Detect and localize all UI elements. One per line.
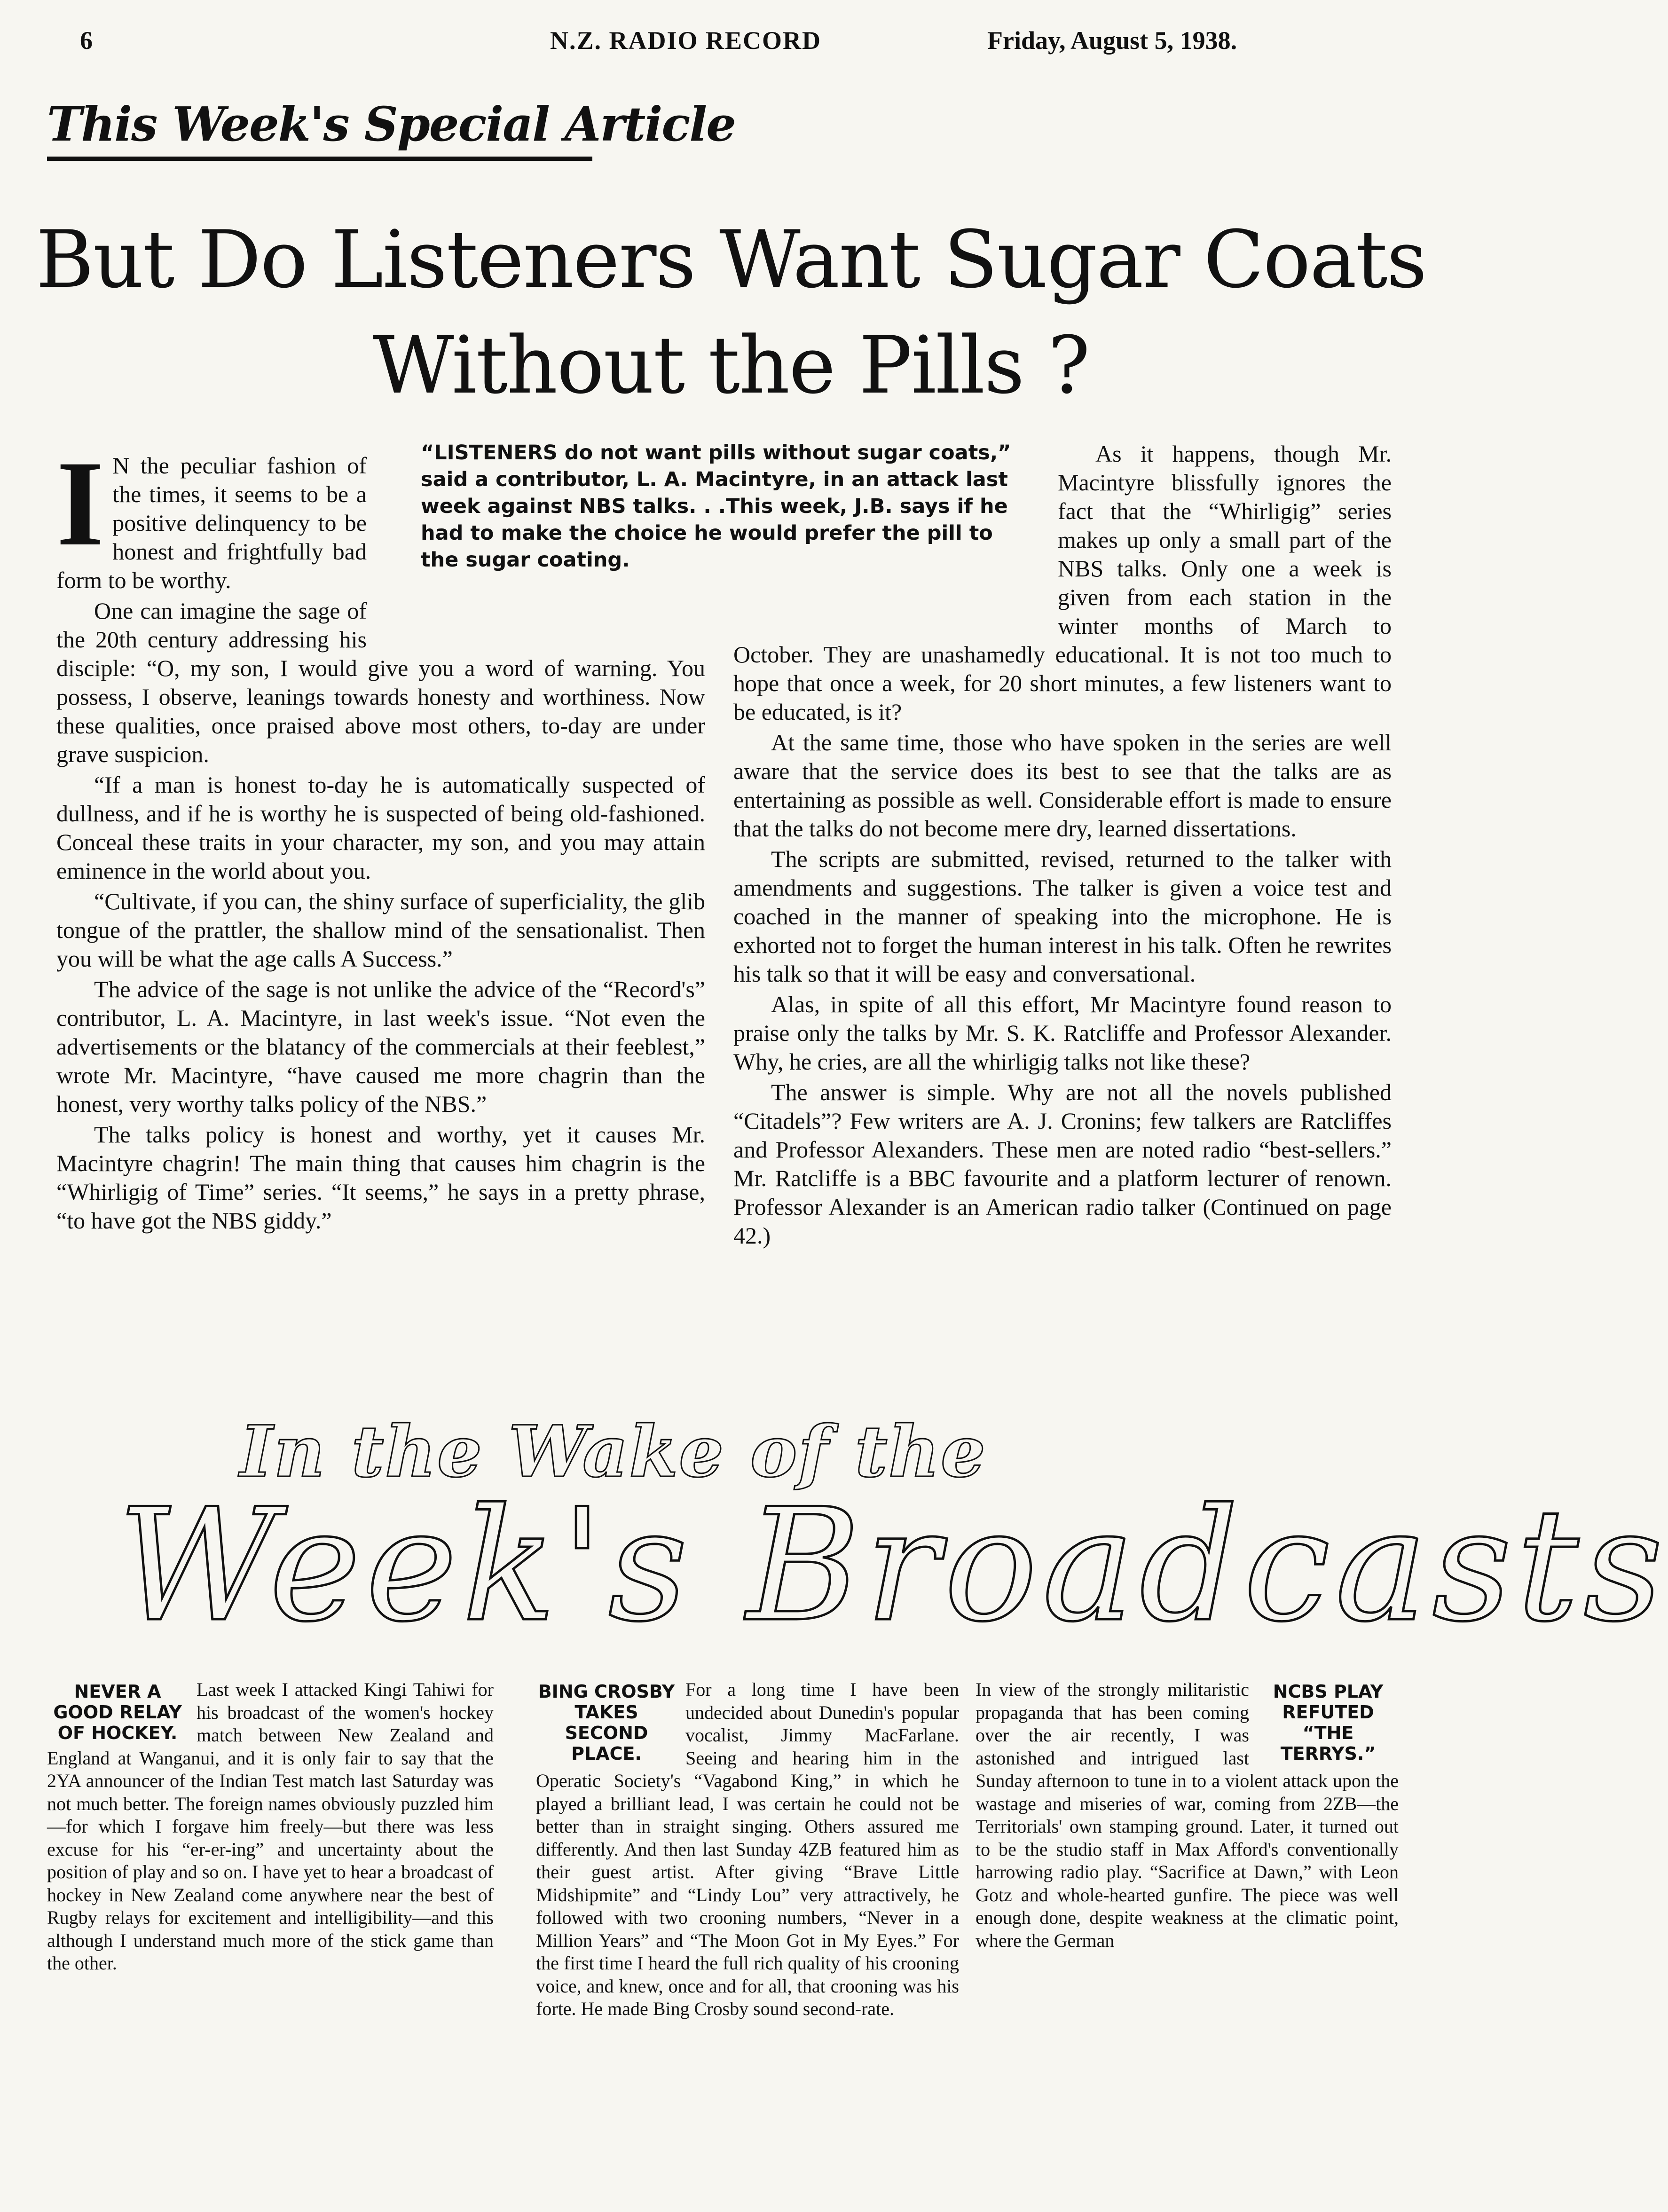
article-column-left: [56, 436, 705, 1237]
wake-paragraph: For a long time I have been undecided about Dunedin's popular vocalist, Jimmy MacFarlane. Seeing and hearing him in the Operatic Society's “Vagabond King,” in which he played a brilliant lead, I was certain he could not be better than in straight singing. Others assured me differently. And then last Sunday 4ZB featured him as their guest artist. After giving “Brave Little Midshipmite” and “Lindy Lou” very attractively, he followed with two crooning numbers, “Never in a Million Years” and “The Moon Got in My Eyes.” For the first time I heard the full rich quality of his crooning voice, and knew, once and for all, that crooning was his forte. He made Bing Crosby sound second-rate.: [536, 1679, 959, 2019]
section-subhead: NCBS PLAY REFUTED “THE TERRYS.”: [1273, 1681, 1384, 1764]
page-number: 6: [80, 26, 93, 55]
article-paragraph: “If a man is honest to-day he is automatically suspected of dullness, and if he is worthy he is suspected of being old-fashioned. Conceal these traits in your character, my son, and you may attain eminence in the world about you.: [56, 771, 705, 884]
issue-date: Friday, August 5, 1938.: [987, 26, 1237, 55]
article-paragraph: I N the peculiar fashion of the times, it seems to be a positive delinquency to be honest and frightfully bad form to be worthy.: [56, 436, 367, 593]
wake-column-1: [47, 1678, 494, 1976]
article-paragraph: Alas, in spite of all this effort, Mr Macintyre found reason to praise only the talks by Mr. S. K. Ratcliffe and Professor Alexander. Why, he cries, are all the whirligig talks not like these?: [733, 991, 1392, 1075]
special-article-kicker: This Week's Special Article: [47, 96, 592, 161]
article-headline: But Do Listeners Want Sugar Coats Without the Pills ?: [36, 213, 1426, 411]
article-standfirst: “LISTENERS do not want pills without sugar coats,” said a contributor, L. A. Macintyre, in an attack last week against NBS talks. . .This week, J.B. says if he had to make the choice he would prefer the pill to the sugar coating.: [421, 441, 1011, 572]
section-subhead: NEVER A GOOD RELAY OF HOCKEY.: [53, 1681, 182, 1743]
wake-paragraph: Last week I attacked Kingi Tahiwi for his broadcast of the women's hockey match between New Zealand and England at Wanganui, and it is only fair to say that the 2YA announcer of the Indian Test match last Saturday was not much better. The foreign names obviously puzzled him—for which I forgave him freely—but there was less excuse for his “er-er-ing” and uncertainty about the position of play and so on. I have yet to hear a broadcast of hockey in New Zealand come anywhere near the best of Rugby relays for excitement and intelligibility—and this although I understand much more of the stick game than the other.: [47, 1679, 494, 1974]
magazine-title: N.Z. RADIO RECORD: [550, 26, 822, 55]
drop-cap: I: [56, 436, 104, 571]
wake-banner-line1: In the Wake of the: [240, 1410, 987, 1493]
article-paragraph: The advice of the sage is not unlike the advice of the “Record's” contributor, L. A. Macintyre, in last week's issue. “Not even the advertisements or the blatancy of the commercials at their feeblest,” wrote Mr. Macintyre, “have caused me more chagrin than the honest, very worthy talks policy of the NBS.”: [56, 976, 705, 1117]
article-paragraph: The answer is simple. Why are not all the novels published “Citadels”? Few writers are A. J. Cronins; few talkers are Ratcliffes and Professor Alexanders. These men are noted radio “best-sellers.” Mr. Ratcliffe is a BBC favourite and a platform lecturer of renown. Professor Alexander is an American radio talker (Continued on page 42.): [733, 1079, 1392, 1249]
article-column-right: [733, 440, 1392, 1252]
article-paragraph: As it happens, though Mr. Macintyre blissfully ignores the fact that the “Whirligig” series makes up only a small part of the NBS talks. Only one a week is given from each station in the winter months of March to October. They are unashamedly educational. It is not too much to hope that once a week, for 20 short minutes, a few listeners want to be educated, is it?: [733, 441, 1392, 725]
wake-column-3: [976, 1678, 1399, 1953]
wake-column-2: [536, 1678, 959, 2022]
wake-paragraph: In view of the strongly militaristic propaganda that has been coming over the air recently, I was astonished and intrigued last Sunday afternoon to tune in to a violent attack upon the wastage and miseries of war, coming from 2ZB—the Territorials' own stamping ground. Later, it turned out to be the studio staff in Max Afford's conventionally harrowing radio play. “Sacrifice at Dawn,” with Leon Gotz and whole-hearted gunfire. The piece was well enough done, despite weakness at the climatic point, where the German: [976, 1679, 1399, 1951]
article-paragraph: “Cultivate, if you can, the shiny surface of superficiality, the glib tongue of the prattler, the shallow mind of the sensationalist. Then you will be what the age calls A Success.”: [56, 888, 705, 972]
article-paragraph: The talks policy is honest and worthy, yet it causes Mr. Macintyre chagrin! The main thing that causes him chagrin is the “Whirligig of Time” series. “It seems,” he says in a pretty phrase, “to have got the NBS giddy.”: [56, 1121, 705, 1234]
section-subhead: BING CROSBY TAKES SECOND PLACE.: [538, 1681, 675, 1764]
standfirst-space: [367, 451, 705, 649]
article-paragraph: One can imagine the sage of the 20th century addressing his disciple: “O, my son, I would give you a word of warning. You possess, I observe, leanings towards honesty and worthiness. Now these qualities, once praised above most others, to-day are under grave suspicion.: [56, 598, 705, 767]
article-paragraph: At the same time, those who have spoken in the series are well aware that the service does its best to see that the talks are as entertaining as possible as well. Considerable effort is made to ensure that the talks do not become mere dry, learned dissertations.: [733, 729, 1392, 842]
wake-banner-line2: Week's Broadcasts: [118, 1475, 1668, 1656]
standfirst-space: [733, 440, 1058, 637]
article-paragraph: The scripts are submitted, revised, returned to the talker with amendments and suggestions. The talker is given a voice test and coached in the manner of speaking into the microphone. He is exhorted not to forget the human interest in his talk. Often he rewrites his talk so that it will be easy and conversational.: [733, 846, 1392, 987]
